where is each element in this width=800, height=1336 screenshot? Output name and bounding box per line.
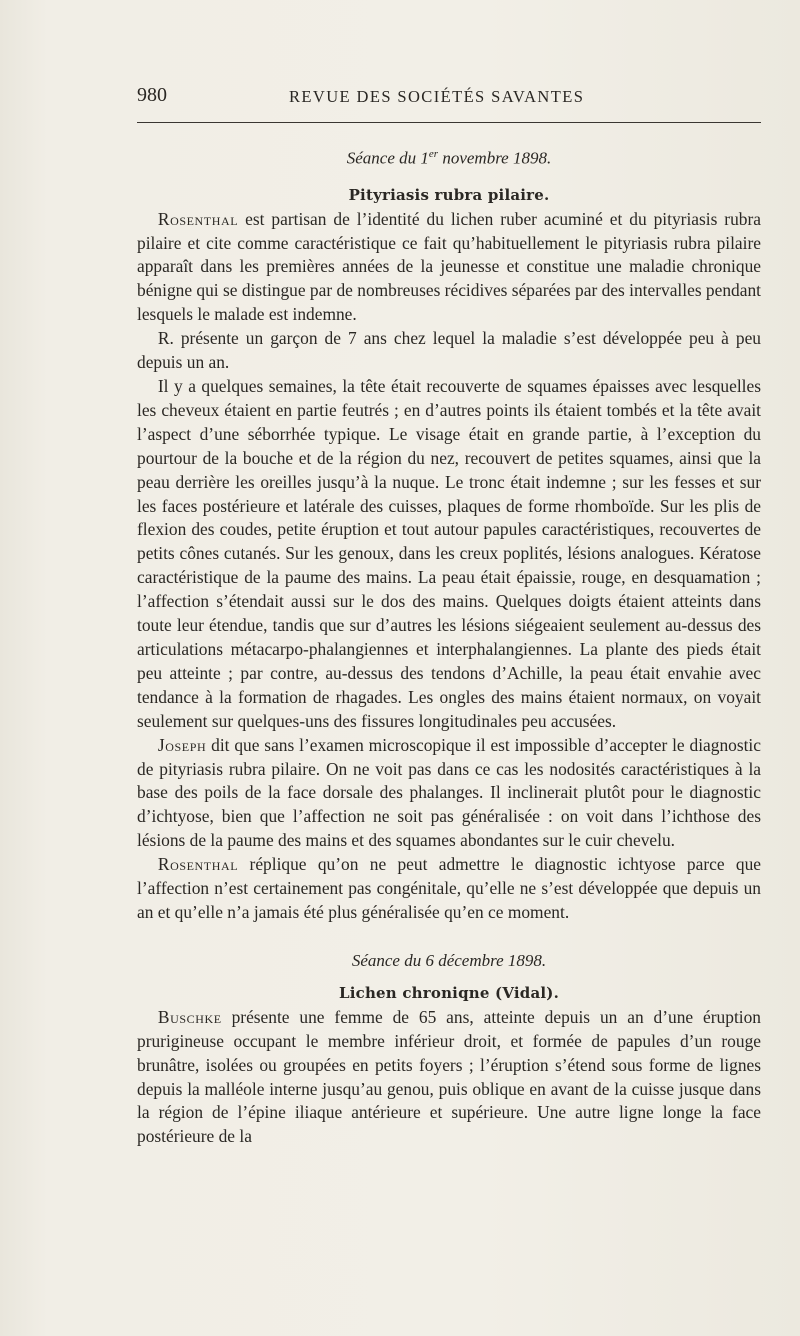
header-rule (137, 122, 761, 123)
session-date-2: Séance du 6 décembre 1898. (351, 950, 547, 970)
paragraph-3: Il y a quelques semaines, la tête était recouverte de squames épaisses avec lesquelles les cheveux étaient en partie feutrés ; en d’autres points ils étaient tombés et la tête avait l’aspect d’une séborrhée typique. Le visage était en grande partie, à l’exception du pourtour de la bouche et de la région du nez, recouvert de petites squames, ainsi que la peau derrière les oreilles jusqu’à la nuque. Le tronc était indemne ; sur les fesses et sur les faces postérieure et latérale des cuisses, plaques de forme rhomboïde. Sur les plis de flexion des coudes, petite éruption et tout autour papules caractéristiques, recouvertes de petits cônes cutanés. Sur les genoux, dans les creux poplités, lésions analogues. Kératose caractéristique de la paume des mains. La peau était épaissie, rouge, en desquamation ; l’affection s’étendait aussi sur le dos des mains. Quelques doigts étaient atteints dans toute leur étendue, tandis que sur d’autres les lésions siégeaient seulement au-dessus des articulations métacarpo-phalangiennes et interphalangiennes. La plante des pieds était peu atteinte ; par contre, au-dessus des tendons d’Achille, la peau était envahie avec tendance à la formation de rhagades. Les ongles des mains étaient normaux, on voyait seulement sur quelques-uns des fissures longitudinales peu accusées. (137, 376, 761, 731)
page-number: 980 (137, 84, 167, 106)
session-date-1-post: novembre 1898. (438, 148, 552, 168)
paragraph-5-text: réplique qu’on ne peut admettre le diagnostic ichtyose parce que l’affection n’est certainement pas congénitale, qu’elle ne s’est développée que depuis un an et qu’elle n’a jamais été plus généralisée qu’en ce moment. (137, 854, 761, 922)
author-name: Buschke (157, 1006, 222, 1027)
paragraph-6-text: présente une femme de 65 ans, atteinte depuis un an d’une éruption prurigineuse occupant le membre inférieur droit, et formée de papules d’un rouge brunâtre, isolées ou groupées en petits foyers ; l’éruption s’étend sous forme de lignes depuis la malléole interne jusqu’au genou, puis oblique en avant de la cuisse jusque dans la région de l’épine iliaque antérieure et supérieure. Une autre ligne longe la face postérieure de la (137, 1006, 761, 1147)
paragraph-6 (137, 1006, 761, 1149)
author-name: Rosenthal (157, 208, 239, 229)
section-title-2: Lichen chroniqne (Vidal). (338, 983, 560, 1002)
running-title: REVUE DES SOCIÉTÉS SAVANTES (289, 87, 585, 106)
session-date-1 (137, 143, 761, 170)
session-date-1-sup: er (428, 148, 439, 160)
page-content (137, 143, 761, 1149)
paragraph-5 (137, 853, 761, 925)
paragraph-4-text: dit que sans l’examen microscopique il est impossible d’accepter le diagnostic de pityriasis rubra pilaire. On ne voit pas dans ce cas les nodosités caractéristiques à la base des poils de la face dorsale des phalanges. Il inclinerait plutôt pour le diagnostic d’ichtyose, bien que l’affection ne soit pas généralisée : on voit dans l’ichthose des lésions de la paume des mains et des squames abondantes sur le cuir chevelu. (137, 734, 761, 851)
author-name: Rosenthal (157, 854, 239, 875)
paragraph-1-text: est partisan de l’identité du lichen ruber acuminé et du pityriasis rubra pilaire et cite comme caractéristique ce fait qu’habituellement le pityriasis rubra pilaire apparaît dans les premières années de la jeunesse et constitue une maladie chronique bénigne qui se distingue par de nombreuses récidives séparées par des intervalles pendant lesquels le malade est indemne. (137, 208, 761, 325)
session-date-1-pre: Séance du 1 (346, 148, 429, 168)
author-name: Joseph (157, 734, 207, 755)
paragraph-4 (137, 734, 761, 854)
paragraph-1 (137, 208, 761, 328)
page-header (137, 84, 761, 112)
paragraph-2: R. présente un garçon de 7 ans chez lequel la maladie s’est développée peu à peu depuis un an. (137, 328, 761, 373)
section-title-1: Pityriasis rubra pilaire. (348, 185, 550, 204)
